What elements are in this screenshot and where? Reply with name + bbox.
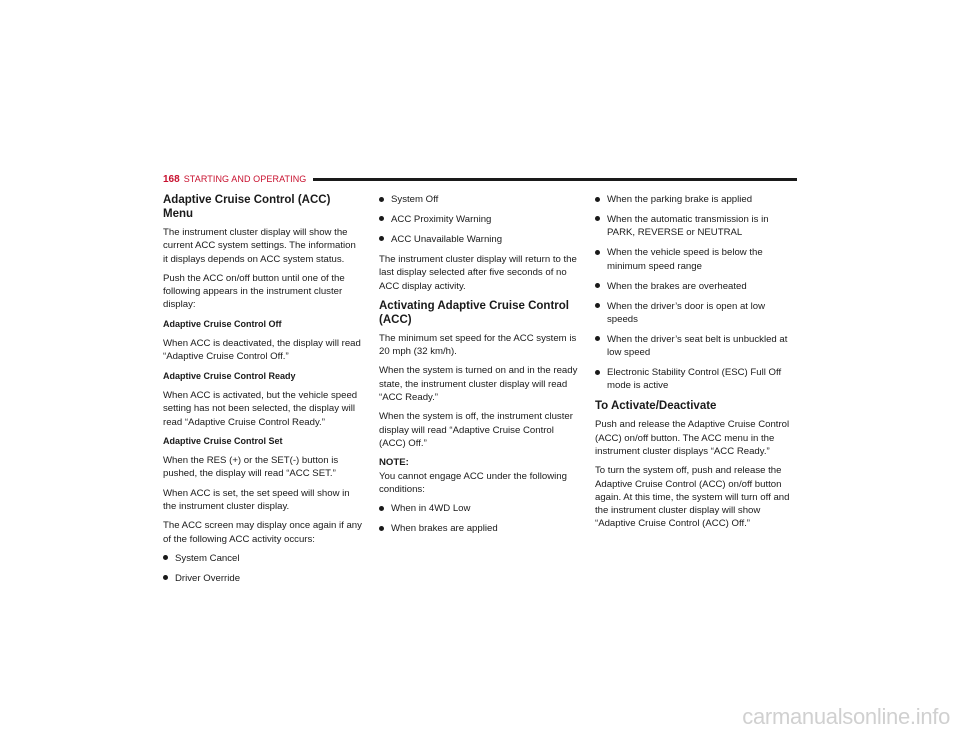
- activate-deactivate-heading: To Activate/Deactivate: [595, 400, 717, 413]
- column-2: [379, 193, 579, 542]
- subheading-acc-ready: Adaptive Cruise Control Ready: [163, 370, 296, 381]
- column-3: [595, 193, 795, 537]
- list-item: Electronic Stability Control (ESC) Full Off mode is active: [595, 366, 795, 393]
- list-item: When the driver’s seat belt is unbuckled at low speed: [595, 333, 795, 360]
- list-item: System Cancel: [163, 552, 363, 565]
- section-title: STARTING AND OPERATING: [183, 174, 307, 184]
- subheading-acc-off: Adaptive Cruise Control Off: [163, 318, 282, 329]
- bullet-list: [379, 193, 579, 246]
- subheading-acc-set: Adaptive Cruise Control Set: [163, 435, 283, 446]
- paragraph: When ACC is activated, but the vehicle speed setting has not been selected, the display will read “Adaptive Cruise Control Ready.”: [163, 389, 358, 428]
- list-item: Driver Override: [163, 572, 363, 585]
- list-item: When the brakes are overheated: [595, 280, 795, 293]
- paragraph: When ACC is deactivated, the display will read “Adaptive Cruise Control Off.”: [163, 338, 361, 363]
- note-label: NOTE:: [379, 457, 409, 469]
- list-item: When the automatic transmission is in PARK, REVERSE or NEUTRAL: [595, 213, 795, 240]
- paragraph: The instrument cluster display will show the current ACC system settings. The information it displays depends on ACC system status.: [163, 227, 356, 265]
- list-item: When the vehicle speed is below the minimum speed range: [595, 246, 795, 273]
- paragraph: When the system is turned on and in the ready state, the instrument cluster display will read “ACC Ready.”: [379, 365, 578, 404]
- list-item: When in 4WD Low: [379, 502, 579, 515]
- paragraph: Push and release the Adaptive Cruise Control (ACC) on/off button. The ACC menu in the instrument cluster displays “ACC Ready.”: [595, 419, 790, 457]
- list-item: When the driver’s door is open at low speeds: [595, 300, 795, 327]
- paragraph: When the system is off, the instrument cluster display will read “Adaptive Cruise Control (ACC) Off.”: [379, 411, 573, 449]
- note: [379, 456, 579, 496]
- list-item: ACC Proximity Warning: [379, 213, 579, 226]
- paragraph: The ACC screen may display once again if any of the following ACC activity occurs:: [163, 520, 362, 545]
- paragraph: When the RES (+) or the SET(-) button is pushed, the display will read “ACC SET.”: [163, 455, 339, 480]
- activating-acc-heading: Activating Adaptive Cruise Control (ACC): [379, 299, 569, 326]
- acc-menu-heading: Adaptive Cruise Control (ACC) Menu: [163, 194, 331, 220]
- bullet-list: [379, 502, 579, 535]
- page-number: 168: [163, 173, 180, 185]
- note-text: You cannot engage ACC under the following conditions:: [379, 470, 567, 495]
- paragraph: The minimum set speed for the ACC system is 20 mph (32 km/h).: [379, 332, 577, 358]
- bullet-list: [163, 552, 363, 585]
- paragraph: To turn the system off, push and release the Adaptive Cruise Control (ACC) on/off button again. At this time, the system will turn off and the instrument cluster display will show “Adaptive Cruise Control (ACC) Off.”: [595, 465, 790, 530]
- paragraph: Push the ACC on/off button until one of the following appears in the instrument cluster display:: [163, 272, 345, 311]
- watermark: carmanualsonline.info: [742, 704, 950, 729]
- paragraph: When ACC is set, the set speed will show in the instrument cluster display.: [163, 487, 350, 513]
- list-item: When the parking brake is applied: [595, 193, 795, 206]
- list-item: When brakes are applied: [379, 522, 579, 535]
- list-item: System Off: [379, 193, 579, 206]
- bullet-list: [595, 193, 795, 393]
- page-header: [163, 172, 797, 186]
- paragraph: The instrument cluster display will return to the last display selected after five seconds of no ACC display activity.: [379, 253, 577, 292]
- list-item: ACC Unavailable Warning: [379, 233, 579, 246]
- header-rule: [313, 178, 797, 181]
- column-1: [163, 193, 363, 592]
